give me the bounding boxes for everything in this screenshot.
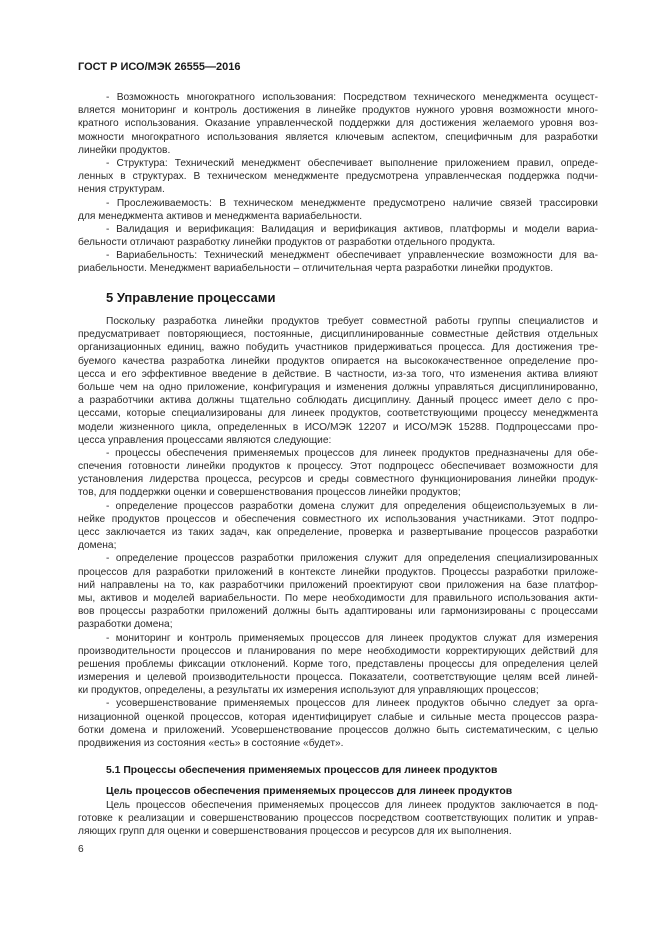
- text-line: риабельности. Менеджмент вариабельности – отличительная черта разработки линейки продуктов.: [78, 263, 554, 275]
- text-line: производительности процессов и планирования по мере необходимости корректирующих действий для: [78, 645, 598, 657]
- text-line: цесса и его эффективное введение в действие. В частности, из-за того, что изменения актива влияют: [78, 368, 598, 380]
- text-line: ленных в структурах. В техническом менеджменте предусмотрена управленческая поддержка подчи-: [78, 171, 598, 183]
- text-line: - процессы обеспечения применяемых процессов для линеек продуктов предназначены для обе-: [106, 447, 598, 459]
- text-line: установления лидерства процесса, ресурсов и среды совместного функционирования линейки продук-: [78, 474, 598, 486]
- text-line: - Валидация и верификация: Валидация и верификация активов, платформы и модели вариа-: [106, 223, 598, 235]
- document-header: ГОСТ Р ИСО/МЭК 26555—2016: [78, 61, 241, 73]
- text-line: ки продуктов, определены, а результаты их измерения используют для управляющих процессов;: [78, 685, 539, 697]
- text-line: готовке к реализации и совершенствованию процессов посредством соответствующих политик и управ-: [78, 813, 598, 825]
- text-line: организационных единиц, важно побудить участников придерживаться процесса. Для достижения тре-: [78, 342, 598, 354]
- text-line: ботки домена и приложений. Усовершенствование процессов должно быть систематическим, с целью: [78, 724, 598, 736]
- text-line: продвижения из состояния «есть» в состояние «будет».: [78, 738, 344, 749]
- text-line: предусматривает повторяющиеся, постоянные, дисциплинированные совместные действия отдельных: [78, 329, 598, 341]
- text-line: вов процессы разработки приложений должны быть адаптированы или гармонизированы с процессами: [78, 606, 598, 618]
- goal-heading: Цель процессов обеспечения применяемых процессов для линеек продуктов: [106, 786, 513, 797]
- text-line: цесса управления процессами являются следующие:: [78, 434, 332, 446]
- text-line: цессами, которые специализированы для линеек продуктов, соответствующими процессу менеджмента: [78, 408, 598, 420]
- text-line: можности многократного использования является ключевым аспектом, специфичным для разработки: [78, 131, 598, 143]
- text-line: - определение процессов разработки домена служит для определения общеиспользуемых в ли-: [106, 500, 598, 512]
- text-line: - определение процессов разработки приложения служит для определения специализированных: [106, 553, 598, 565]
- text-line: буемого качества разработка линейки продуктов опирается на высококачественное определение про-: [78, 355, 598, 367]
- text-line: больше чем на одно приложение, конфигурация и изменения должны управляться дисциплинированно,: [78, 381, 598, 393]
- text-line: - мониторинг и контроль применяемых процессов для линеек продуктов служат для измерения: [106, 632, 598, 644]
- text-line: для менеджмента активов и менеджмента вариабельности.: [78, 210, 363, 222]
- text-line: Поскольку разработка линейки продуктов требует совместной работы группы специалистов и: [106, 316, 598, 327]
- text-block-process-management: [78, 315, 598, 750]
- text-block-technical-management: [78, 91, 598, 276]
- text-line: процессов для разработки приложений в контексте линейки продуктов. Процессы разработки приложе-: [78, 566, 598, 578]
- text-line: нения структурам.: [78, 184, 165, 196]
- text-line: - Вариабельность: Технический менеджмент обеспечивает управленческие возможности для ва-: [106, 250, 598, 262]
- text-line: - Возможность многократного использования: Посредством технического менеджмента осущест-: [106, 92, 598, 103]
- text-line: домена;: [78, 540, 117, 552]
- text-line: модели жизненного цикла, определенных в ИСО/МЭК 12207 и ИСО/МЭК 15288. Подпроцессами про-: [78, 421, 598, 433]
- text-line: разработки домена;: [78, 619, 173, 631]
- text-line: решения проблемы фиксации отклонений. Корме того, представлены процессы для определения целей: [78, 658, 598, 670]
- text-line: - усовершенствование применяемых процессов для линеек продуктов обычно следует за орга-: [106, 698, 598, 710]
- text-line: бельности отличают разработку линейки продуктов от разработки отдельного продукта.: [78, 237, 496, 249]
- section-heading-5: 5 Управление процессами: [106, 290, 276, 305]
- text-line: мы, активов и моделей вариабельности. По мере необходимости для правильного использования акти-: [78, 592, 598, 604]
- section-heading-5-1: 5.1 Процессы обеспечения применяемых процессов для линеек продуктов: [106, 765, 498, 776]
- text-line: а разработчики актива должны тщательно соблюдать дисциплину. Данный процесс имеет дело с про-: [78, 395, 598, 407]
- text-line: Цель процессов обеспечения применяемых процессов для линеек продуктов заключается в под-: [106, 800, 598, 811]
- text-line: нейке продуктов процессов и обеспечения совместного их использования участниками. Этот подпро-: [78, 513, 598, 525]
- text-line: тов, для поддержки оценки и совершенствования процессов линейки продуктов;: [78, 487, 461, 499]
- text-line: линейки продуктов.: [78, 144, 171, 156]
- text-line: измерения и целевой производительности процесса. Показатели, соответствующие целям всей линей-: [78, 672, 598, 684]
- text-line: ляющих групп для оценки и совершенствования процессов и ресурсов для их выполнения.: [78, 826, 512, 838]
- text-line: вляется мониторинг и контроль достижения в линейке продуктов нужного уровня возможности много-: [78, 105, 598, 117]
- text-line: низационной оценкой процессов, которая идентифицирует слабые и сильные места процессов разра-: [78, 711, 598, 723]
- page-number: 6: [78, 844, 84, 855]
- text-line: кратного использования. Оказание управленческой поддержки для достижения желаемого уровня воз-: [78, 118, 598, 130]
- text-block-goal: [78, 799, 598, 839]
- text-line: спечения готовности линейки продуктов к процессу. Этот подпроцесс обеспечивает возможности для: [78, 461, 598, 473]
- text-line: цесс заключается из таких задач, как определение, проверка и развертывание процессов разработки: [78, 527, 598, 538]
- text-line: - Структура: Технический менеджмент обеспечивает выполнение приложением правил, опреде-: [106, 157, 598, 169]
- text-line: - Прослеживаемость: В техническом менеджменте предусмотрено наличие связей трассировки: [106, 197, 598, 209]
- text-line: ний направлены на то, как разработчики приложений проектируют свои приложения на базе платфор-: [78, 579, 598, 591]
